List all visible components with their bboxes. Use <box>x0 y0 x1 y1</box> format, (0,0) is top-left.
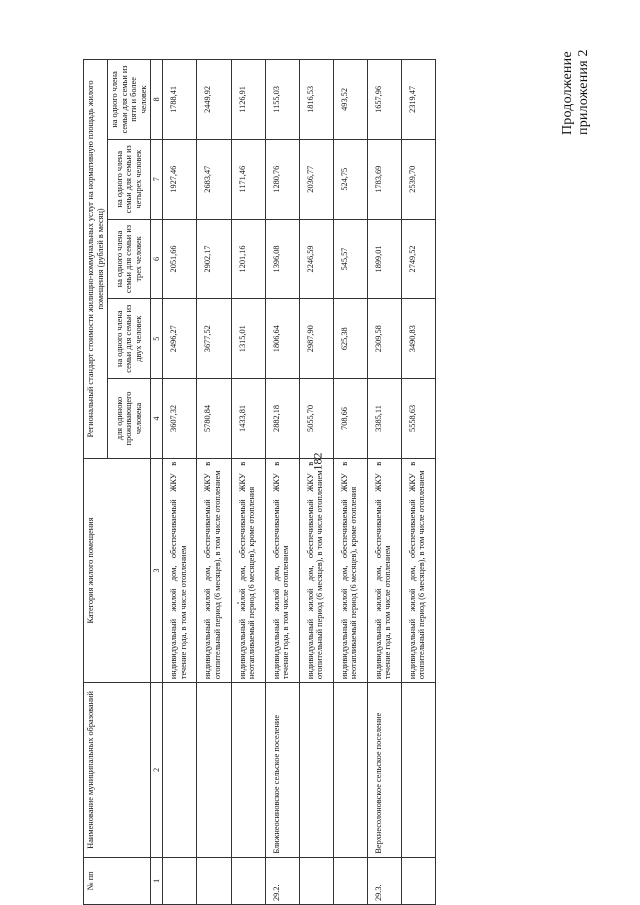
row-index <box>231 857 265 904</box>
row-value: 1816,53 <box>299 60 333 140</box>
table-header <box>84 60 163 905</box>
row-value: 2246,59 <box>299 219 333 299</box>
housing-standard-table <box>83 59 436 905</box>
header-category: Категория жилого помещения <box>84 458 151 682</box>
row-index <box>197 857 231 904</box>
row-value: 524,75 <box>333 139 367 219</box>
column-number: 5 <box>151 299 163 379</box>
header-index: № пп <box>84 857 151 904</box>
row-value: 625,38 <box>333 299 367 379</box>
column-number: 6 <box>151 219 163 299</box>
row-category: индивидуальный жилой дом, обеспечиваемый ЖКУ в отопительный период (6 месяцев), в том числе отоплением <box>197 458 231 682</box>
row-value: 3677,52 <box>197 299 231 379</box>
row-value: 2449,92 <box>197 60 231 140</box>
row-index <box>163 857 197 904</box>
row-value: 2683,47 <box>197 139 231 219</box>
page-number: 182 <box>310 452 325 471</box>
row-value: 5780,84 <box>197 379 231 459</box>
row-index <box>401 857 435 904</box>
row-value: 1783,69 <box>367 139 401 219</box>
column-number: 2 <box>151 683 163 857</box>
header-standard-group: Региональный стандарт стоимости жилищно-коммунальных услуг на нормативную площадь жилого помещения (рублей в месяц) <box>84 60 108 459</box>
table-row <box>163 60 197 905</box>
table-body <box>163 60 436 905</box>
column-number: 4 <box>151 379 163 459</box>
table-row <box>231 60 265 905</box>
row-category: индивидуальный жилой дом, обеспечиваемый ЖКУ в течение года, в том числе отоплением <box>367 458 401 682</box>
table-row <box>265 60 299 905</box>
row-municipality <box>231 683 265 857</box>
row-value: 5055,70 <box>299 379 333 459</box>
row-category: индивидуальный жилой дом, обеспечиваемый ЖКУ в течение года, в том числе отоплением <box>265 458 299 682</box>
row-municipality: Ближнеосиновское сельское поселение <box>265 683 299 857</box>
row-index: 29.3. <box>367 857 401 904</box>
column-number: 7 <box>151 139 163 219</box>
row-value: 1126,91 <box>231 60 265 140</box>
row-value: 1788,41 <box>163 60 197 140</box>
header-sub-two: на одного члена семьи для семьи из двух человек <box>108 299 151 379</box>
row-municipality <box>299 683 333 857</box>
row-value: 1396,08 <box>265 219 299 299</box>
row-category: индивидуальный жилой дом, обеспечиваемый ЖКУ в течение года, в том числе отоплением <box>163 458 197 682</box>
header-sub-three: на одного члена семьи для семьи из трех человек <box>108 219 151 299</box>
row-value: 3490,83 <box>401 299 435 379</box>
appendix-title: Продолжение приложения 2 <box>560 49 591 135</box>
row-category: индивидуальный жилой дом, обеспечиваемый ЖКУ в отопительный период (6 месяцев), в том числе отоплением <box>401 458 435 682</box>
row-value: 3607,32 <box>163 379 197 459</box>
row-value: 1657,96 <box>367 60 401 140</box>
table-row <box>333 60 367 905</box>
row-value: 1927,46 <box>163 139 197 219</box>
column-number: 1 <box>151 857 163 904</box>
header-sub-single: для одиноко проживающего человека <box>108 379 151 459</box>
column-number: 3 <box>151 458 163 682</box>
row-value: 545,57 <box>333 219 367 299</box>
row-municipality <box>197 683 231 857</box>
row-index: 29.2. <box>265 857 299 904</box>
table-row <box>299 60 333 905</box>
row-value: 2496,27 <box>163 299 197 379</box>
row-category: индивидуальный жилой дом, обеспечиваемый ЖКУ в неотапливаемый период (6 месяцев), кроме отопления <box>333 458 367 682</box>
row-value: 2749,52 <box>401 219 435 299</box>
table-row <box>367 60 401 905</box>
row-value: 2051,66 <box>163 219 197 299</box>
row-value: 1433,81 <box>231 379 265 459</box>
row-value: 5558,63 <box>401 379 435 459</box>
table-row <box>401 60 435 905</box>
row-category: индивидуальный жилой дом, обеспечиваемый ЖКУ в отопительный период (6 месяцев), в том числе отоплением <box>299 458 333 682</box>
header-municipality: Наименование муниципальных образований <box>84 683 151 857</box>
row-value: 2987,90 <box>299 299 333 379</box>
header-sub-four: на одного члена семьи для семьи из четырех человек <box>108 139 151 219</box>
row-value: 1155,03 <box>265 60 299 140</box>
row-value: 1315,01 <box>231 299 265 379</box>
row-municipality <box>401 683 435 857</box>
table-row <box>197 60 231 905</box>
row-value: 2036,77 <box>299 139 333 219</box>
row-value: 2319,47 <box>401 60 435 140</box>
header-sub-five: на одного члена семьи для семьи из пяти и более человек <box>108 60 151 140</box>
row-value: 2902,17 <box>197 219 231 299</box>
row-value: 3385,11 <box>367 379 401 459</box>
row-value: 1806,64 <box>265 299 299 379</box>
row-index <box>333 857 367 904</box>
row-value: 1280,76 <box>265 139 299 219</box>
row-value: 708,66 <box>333 379 367 459</box>
row-municipality: Верхнесолоновское сельское поселение <box>367 683 401 857</box>
column-number: 8 <box>151 60 163 140</box>
row-municipality <box>333 683 367 857</box>
row-category: индивидуальный жилой дом, обеспечиваемый ЖКУ в неотапливаемый период (6 месяцев), кроме отопления <box>231 458 265 682</box>
row-value: 2309,58 <box>367 299 401 379</box>
column-number-row <box>151 60 163 905</box>
row-index <box>299 857 333 904</box>
row-value: 1201,16 <box>231 219 265 299</box>
row-value: 1899,01 <box>367 219 401 299</box>
row-municipality <box>163 683 197 857</box>
row-value: 2882,18 <box>265 379 299 459</box>
row-value: 2539,70 <box>401 139 435 219</box>
row-value: 493,52 <box>333 60 367 140</box>
row-value: 1171,46 <box>231 139 265 219</box>
